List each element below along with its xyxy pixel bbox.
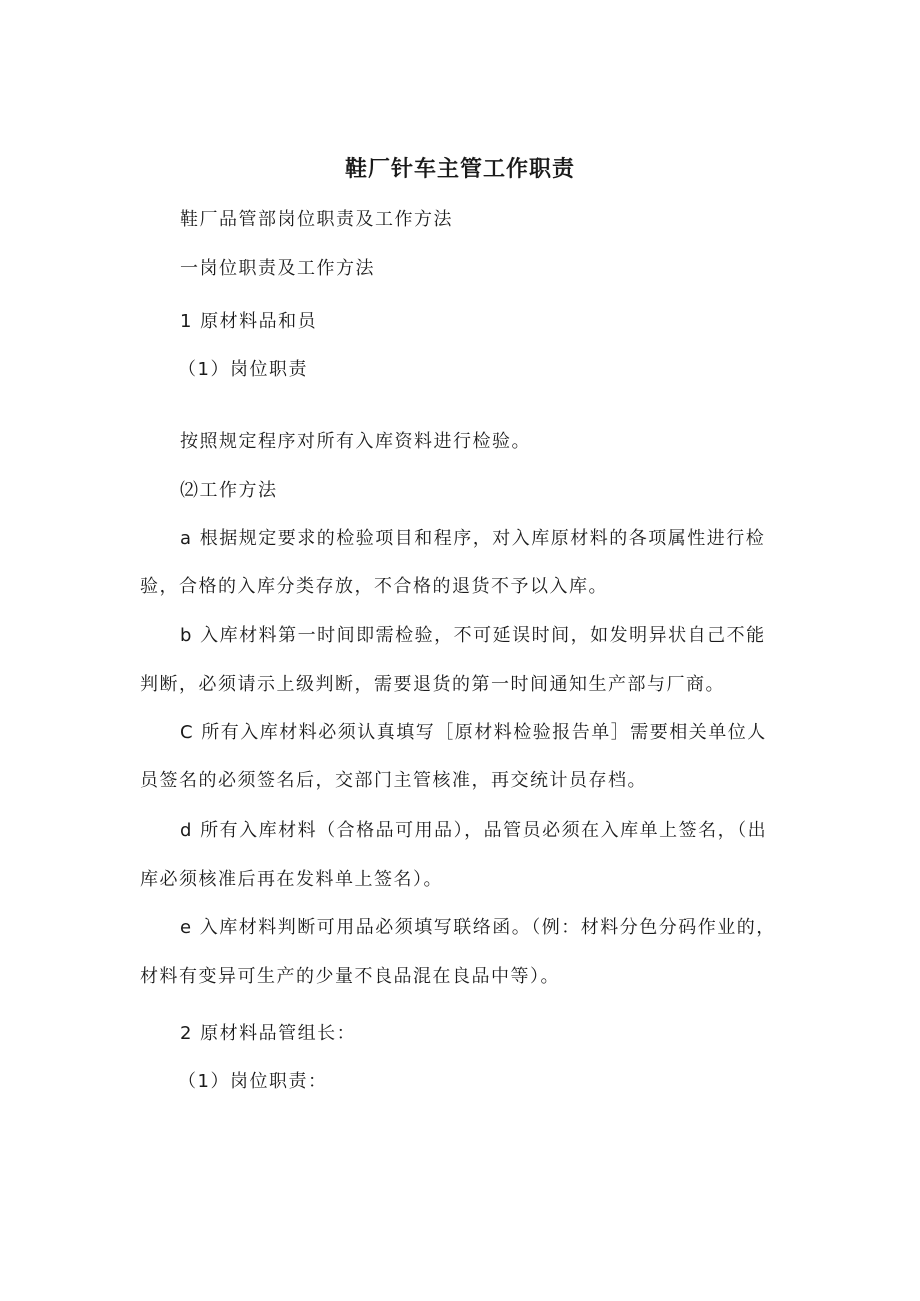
section-heading: 一岗位职责及工作方法 (180, 258, 375, 279)
subsection-heading: （1）岗位职责 (178, 359, 308, 380)
paragraph-line: C 所有入库材料必须认真填写［原材料检验报告单］需要相关单位人 (180, 722, 767, 743)
paragraph-line: 判断，必须请示上级判断，需要退货的第一时间通知生产部与厂商。 (140, 674, 725, 695)
paragraph-line: 验，合格的入库分类存放，不合格的退货不予以入库。 (140, 576, 608, 597)
document-title: 鞋厂针车主管工作职责 (344, 157, 575, 182)
section-heading-1: 1 原材料品和员 (180, 311, 318, 332)
paragraph-line: b 入库材料第一时间即需检验，不可延误时间，如发明异状自己不能 (180, 625, 766, 646)
subsection-heading: ⑵工作方法 (180, 480, 278, 501)
subsection-heading: （1）岗位职责： (178, 1071, 328, 1092)
paragraph-line: 按照规定程序对所有入库资料进行检验。 (180, 431, 531, 452)
paragraph-line: 员签名的必须签名后，交部门主管核准，再交统计员存档。 (140, 770, 647, 791)
subtitle-line: 鞋厂品管部岗位职责及工作方法 (180, 209, 453, 230)
paragraph-line: a 根据规定要求的检验项目和程序，对入库原材料的各项属性进行检 (180, 528, 766, 549)
paragraph-line: 库必须核准后再在发料单上签名）。 (140, 869, 443, 890)
paragraph-line: 材料有变异可生产的少量不良品混在良品中等）。 (140, 966, 560, 987)
paragraph-line: e 入库材料判断可用品必须填写联络函。（例：材料分色分码作业的， (180, 917, 776, 938)
paragraph-line: d 所有入库材料（合格品可用品），品管员必须在入库单上签名，（出 (180, 820, 768, 841)
section-heading-2: 2 原材料品管组长： (180, 1023, 357, 1044)
